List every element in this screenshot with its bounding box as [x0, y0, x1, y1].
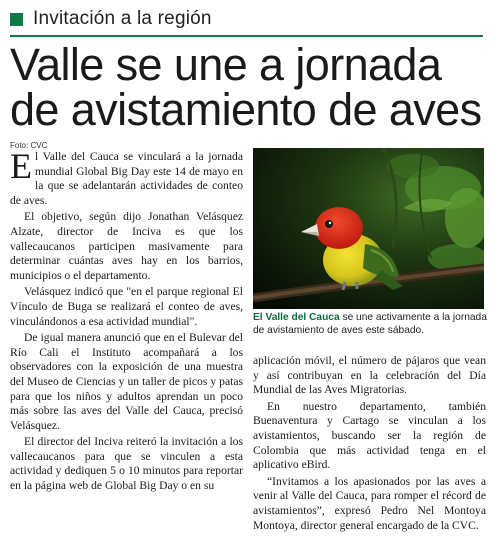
article-column-left — [10, 146, 243, 494]
paragraph-3: Velásquez indicó que "en el parque regional El Vínculo de Buga se realizará el conteo de aves, vinculándonos a esa actividad mundial". — [10, 285, 243, 328]
headline — [10, 39, 486, 135]
caption-text: se une activamente a la jornada de avistamiento de aves este sábado. — [253, 312, 487, 336]
caption-lead: El Valle del Cauca — [253, 312, 340, 323]
paragraph-1 — [10, 146, 243, 208]
article-column-right — [253, 354, 486, 533]
headline-line-2: de avistamiento de aves — [10, 84, 482, 135]
section-marker-square — [10, 13, 23, 26]
photo-caption — [253, 312, 487, 337]
paragraph-1-text: l Valle del Cauca se vinculará a la jornada mundial Global Big Day este 14 de mayo en la que se adelantarán actividades de conteo de aves. — [10, 150, 243, 207]
bird-photo — [253, 148, 484, 309]
headline-line-1: Valle se une a jornada — [10, 39, 442, 90]
paragraph-2: El objetivo, según dijo Jonathan Velásquez Alzate, director de Inciva es que los vallecaucanos participen masivamente para determinar cuántas aves hay en los barrios, municipios o el departamento. — [10, 210, 243, 282]
paragraph-5-continued: aplicación móvil, el número de pájaros que vean y así contribuyan en la celebración del Día Mundial de las Aves Migratorias. — [253, 354, 486, 397]
paragraph-5: El director del Inciva reiteró la invitación a los vallecaucanos para que se vinculen a esta actividad y dediquen 5 o 10 minutos para reportar en la página web de Global Big Day o en su — [10, 435, 243, 493]
header-rule — [10, 35, 483, 37]
drop-cap: E — [10, 146, 32, 186]
section-header — [10, 6, 212, 32]
paragraph-6: En nuestro departamento, también Buenaventura y Cartago se vinculan a los avistamientos, buscando ser la región de Colombia que más actividad tenga en el aplicativo eBird. — [253, 399, 486, 472]
paragraph-4: De igual manera anunció que en el Bulevar del Río Cali el Instituto acompañará a los observadores con la exposición de una muestra del Museo de Ciencias y un taller de picos y patas para que los niños y adultos aprendan un poco más sobre las aves del Valle del Cauca, precisó Velásquez. — [10, 331, 243, 432]
paragraph-7: “Invitamos a los apasionados por las aves a venir al Valle del Cauca, para romper el récord de avistamientos”, expresó Pedro Nel Montoya Montoya, director general encargado de la CVC. — [253, 474, 486, 532]
photo-credit: Foto: CVC — [10, 141, 48, 150]
bird-illustration — [253, 148, 484, 309]
section-label: Invitación a la región — [33, 8, 212, 29]
